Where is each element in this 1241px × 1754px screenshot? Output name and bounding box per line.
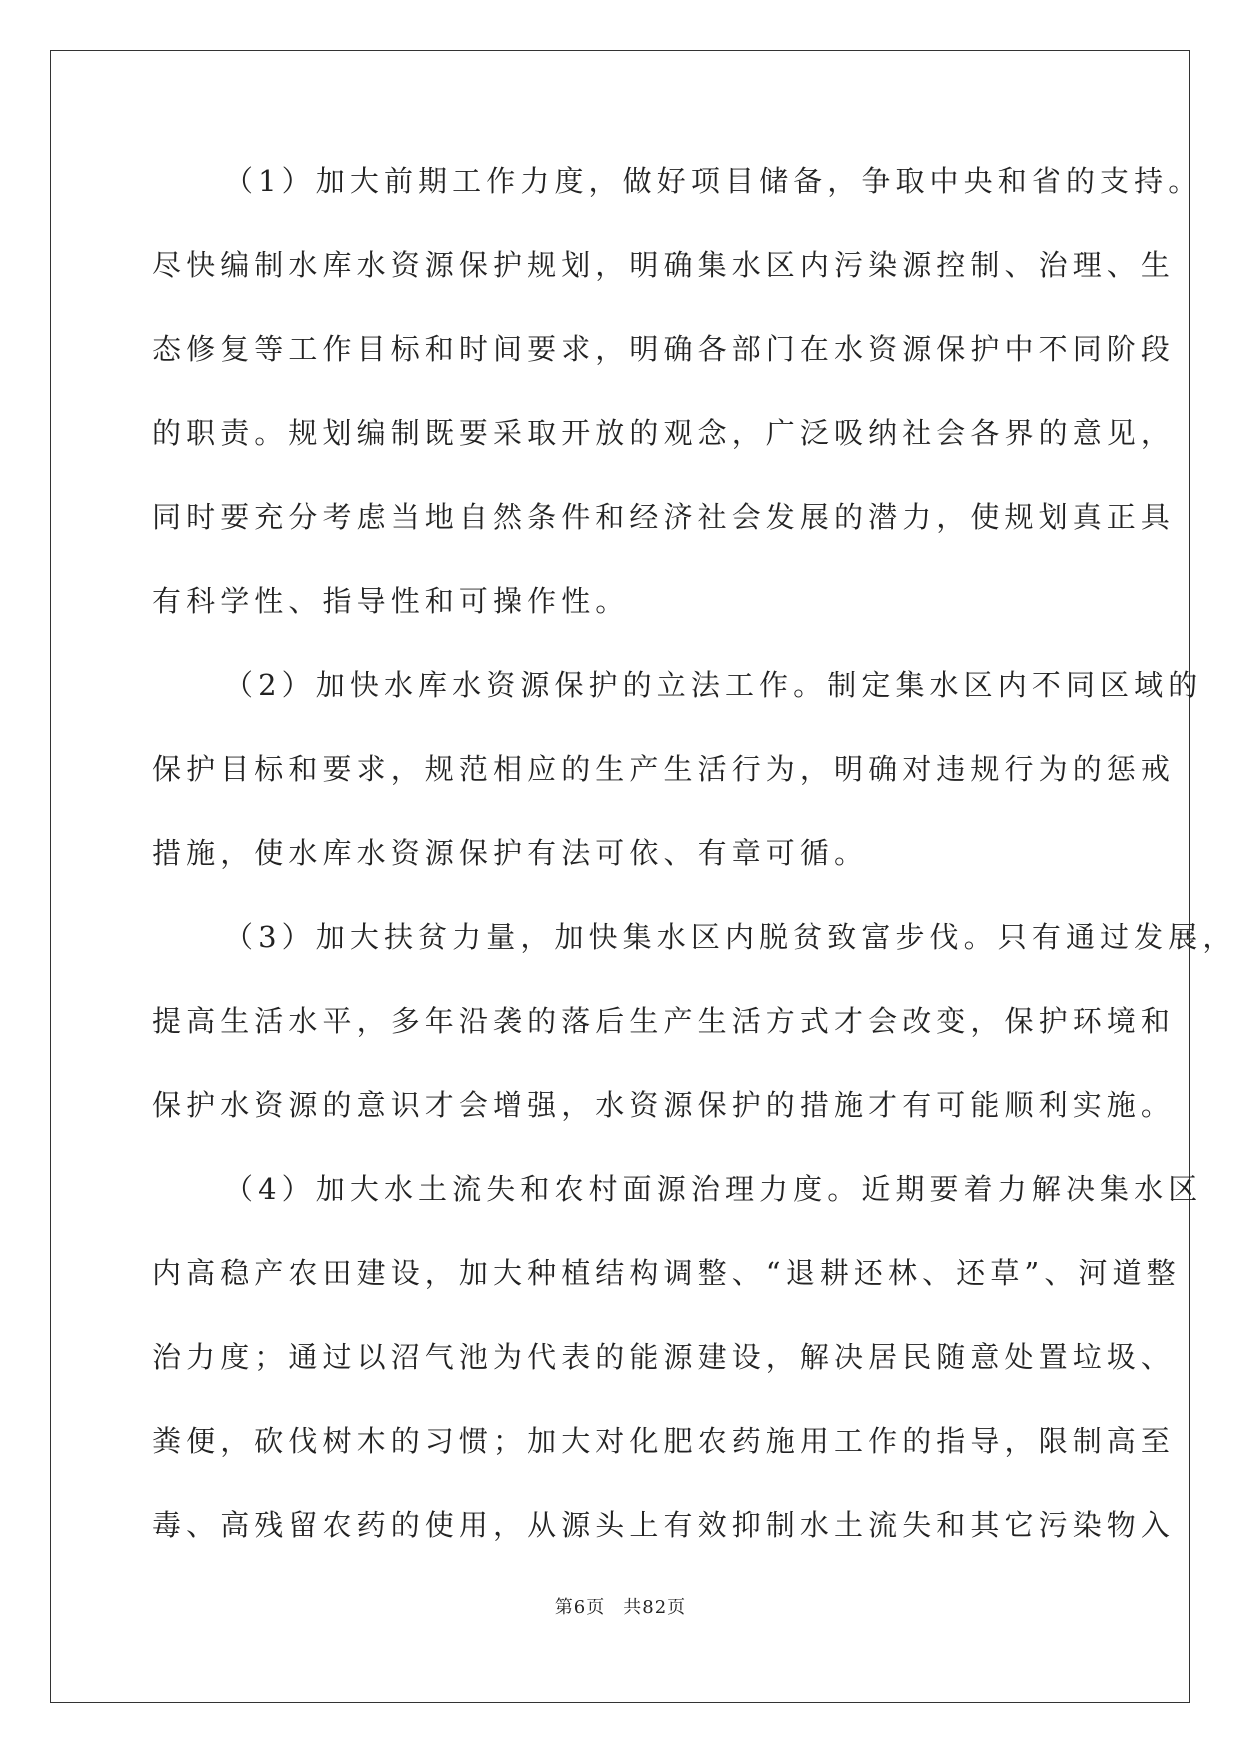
paragraph-1-line: 的职责。规划编制既要采取开放的观念，广泛吸纳社会各界的意见， (152, 416, 1176, 450)
paragraph-1-line: 尽快编制水库水资源保护规划，明确集水区内污染源控制、治理、生 (152, 248, 1176, 282)
paragraph-3-line: 提高生活水平，多年沿袭的落后生产生活方式才会改变，保护环境和 (152, 1004, 1176, 1038)
page-number: 第6页 (554, 1597, 606, 1618)
paragraph-1-line: 有科学性、指导性和可操作性。 (152, 584, 630, 618)
paragraph-4-line: （4）加大水土流失和农村面源治理力度。近期要着力解决集水区 (224, 1172, 1203, 1206)
paragraph-4-line: 内高稳产农田建设，加大种植结构调整、“退耕还林、还草”、河道整 (152, 1256, 1181, 1290)
paragraph-4-line: 粪便，砍伐树木的习惯；加大对化肥农药施用工作的指导，限制高至 (152, 1424, 1176, 1458)
paragraph-2-line: 保护目标和要求，规范相应的生产生活行为，明确对违规行为的惩戒 (152, 752, 1176, 786)
paragraph-2-line: 措施，使水库水资源保护有法可依、有章可循。 (152, 836, 869, 870)
page-total: 共82页 (623, 1597, 687, 1618)
paragraph-3-line: 保护水资源的意识才会增强，水资源保护的措施才有可能顺利实施。 (152, 1088, 1176, 1122)
paragraph-4-line: 毒、高残留农药的使用，从源头上有效抑制水土流失和其它污染物入 (152, 1508, 1176, 1542)
paragraph-2-line: （2）加快水库水资源保护的立法工作。制定集水区内不同区域的 (224, 668, 1203, 702)
paragraph-1-line: 态修复等工作目标和时间要求，明确各部门在水资源保护中不同阶段 (152, 332, 1176, 366)
paragraph-4-line: 治力度；通过以沼气池为代表的能源建设，解决居民随意处置垃圾、 (152, 1340, 1176, 1374)
document-body (152, 164, 1237, 1592)
page-footer (0, 1596, 1241, 1620)
paragraph-1-line: （1）加大前期工作力度，做好项目储备，争取中央和省的支持。 (224, 164, 1203, 198)
paragraph-1-line: 同时要充分考虑当地自然条件和经济社会发展的潜力，使规划真正具 (152, 500, 1176, 534)
paragraph-3-line: （3）加大扶贫力量，加快集水区内脱贫致富步伐。只有通过发展， (224, 920, 1237, 954)
